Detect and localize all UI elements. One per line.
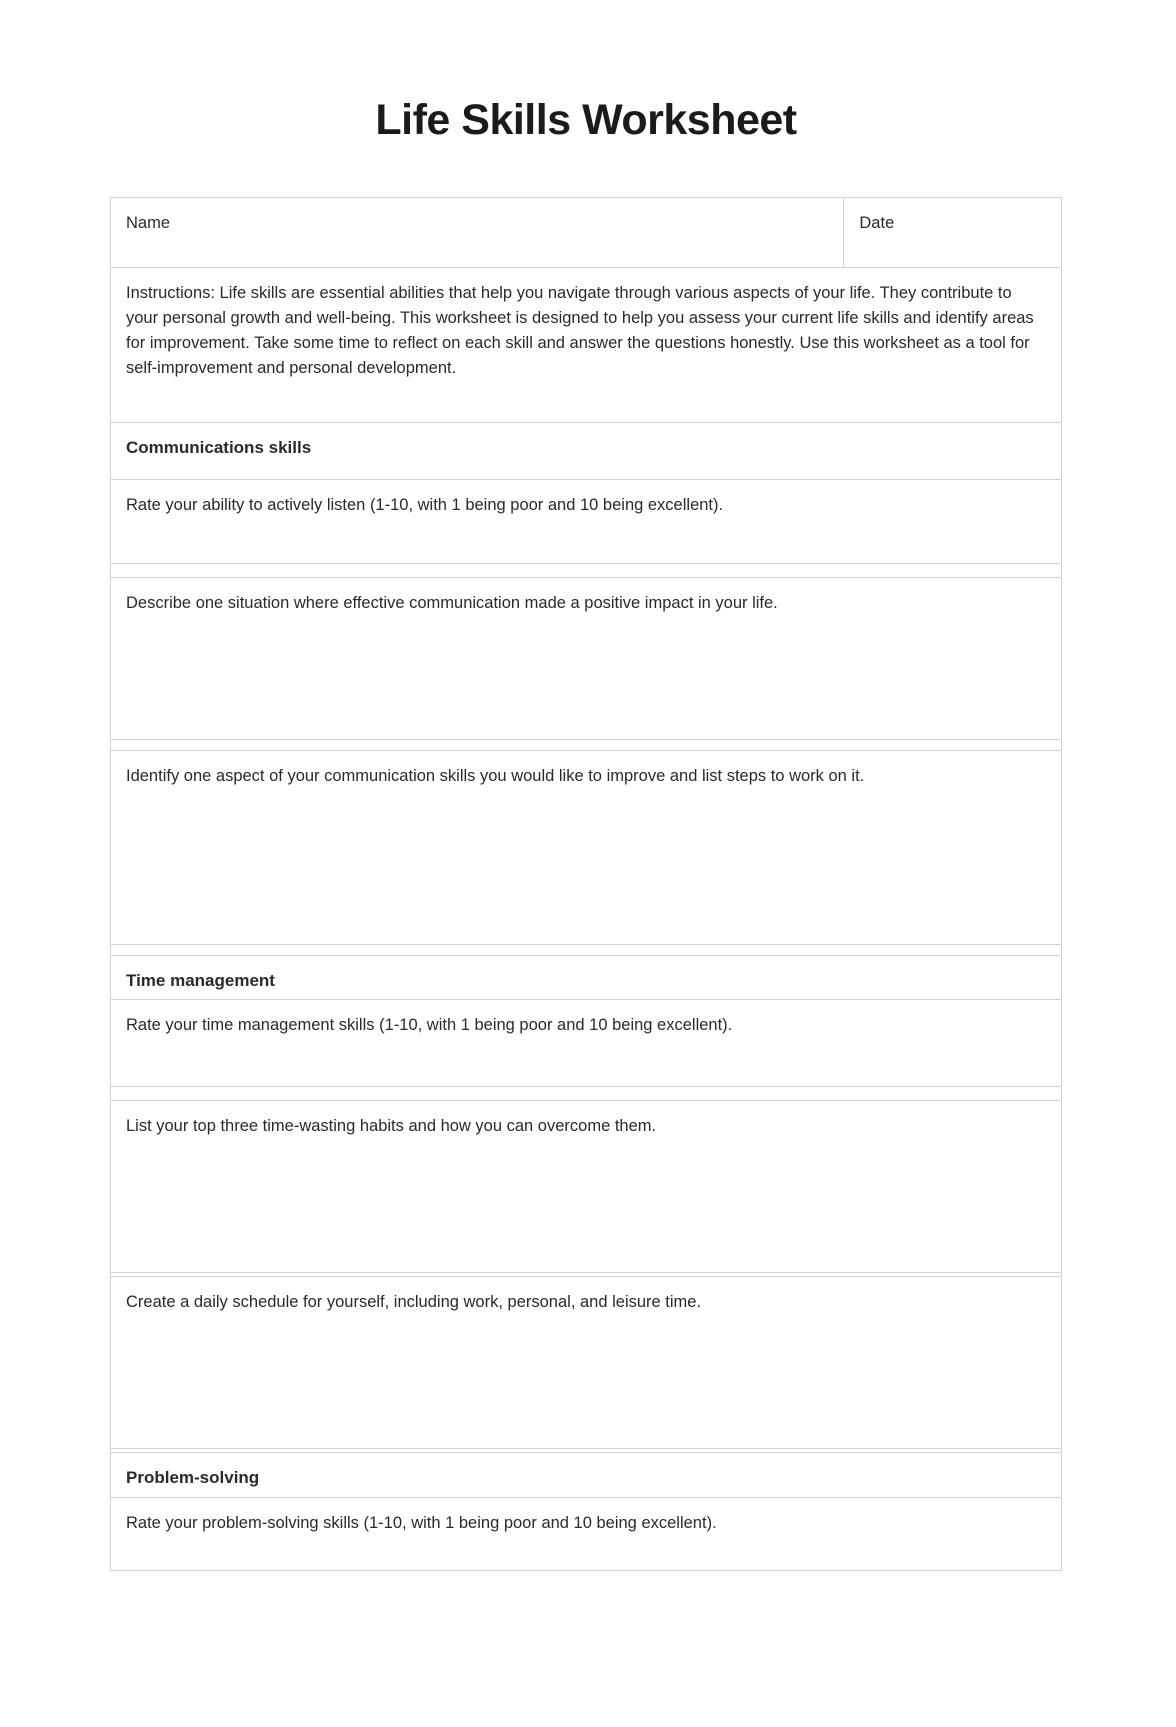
sections-container [111, 423, 1061, 1570]
page-title: Life Skills Worksheet [375, 96, 797, 144]
section-title: Time management [126, 971, 275, 990]
question-answer-row[interactable] [111, 1000, 1061, 1087]
section-title: Communications skills [126, 438, 312, 457]
date-label: Date [859, 214, 895, 232]
question-answer-row[interactable] [111, 577, 1061, 740]
question-answer-row[interactable] [111, 750, 1061, 945]
question-answer-row[interactable] [111, 1276, 1061, 1449]
title-band [110, 97, 1062, 143]
instructions-text: Instructions: Life skills are essential abilities that help you navigate through various aspects of your life. They contribute to your personal growth and well-being. This worksheet is designed to help you assess your current life skills and identify areas for improvement. Take some time to reflect on each skill and answer the questions honestly. Use this worksheet as a tool for self-improvement and personal development. [126, 284, 1034, 377]
name-label: Name [126, 214, 171, 232]
date-field[interactable] [844, 198, 1061, 267]
worksheet-table [110, 197, 1062, 1571]
section-header [111, 1452, 1061, 1498]
question-text: Rate your problem-solving skills (1-10, with 1 being poor and 10 being excellent). [126, 1514, 717, 1532]
question-text: Create a daily schedule for yourself, including work, personal, and leisure time. [126, 1293, 702, 1311]
question-text: Rate your time management skills (1-10, with 1 being poor and 10 being excellent). [126, 1016, 733, 1034]
question-text: Describe one situation where effective communication made a positive impact in your life. [126, 594, 778, 612]
name-date-row [111, 198, 1061, 268]
section-title: Problem-solving [126, 1468, 260, 1487]
question-text: List your top three time-wasting habits and how you can overcome them. [126, 1117, 657, 1135]
question-text: Identify one aspect of your communication skills you would like to improve and list steps to work on it. [126, 767, 865, 785]
name-field[interactable] [111, 198, 844, 267]
question-answer-row[interactable] [111, 1100, 1061, 1273]
question-answer-row[interactable] [111, 480, 1061, 564]
question-answer-row[interactable] [111, 1498, 1061, 1570]
question-text: Rate your ability to actively listen (1-10, with 1 being poor and 10 being excellent). [126, 496, 724, 514]
section-header [111, 423, 1061, 480]
instructions-row [111, 268, 1061, 423]
section-header [111, 955, 1061, 1000]
